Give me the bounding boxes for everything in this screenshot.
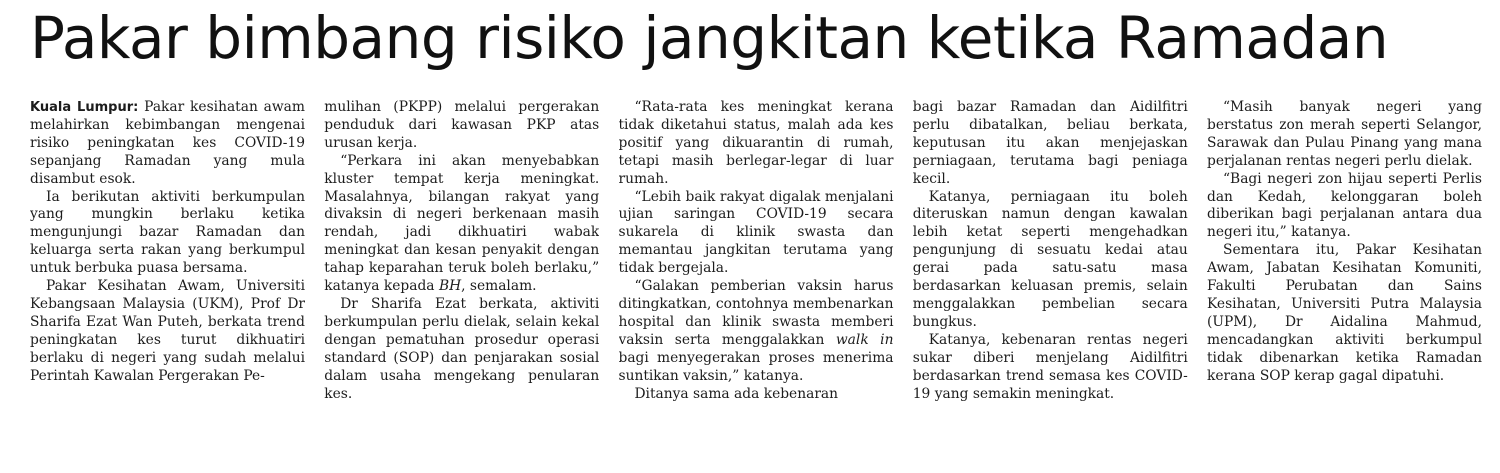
article-paragraph: “Lebih baik rakyat digalak menjalani ujian saringan COVID-19 secara sukarela di klinik swasta dan memantau jangkitan terutama yang tidak bergejala. [618, 188, 894, 277]
article-paragraph: Dr Sharifa Ezat berkata, aktiviti berkumpulan perlu dielak, selain kekal dengan pematuhan prosedur operasi standard (SOP) dan penjarakan sosial dalam usaha mengekang penularan kes. [324, 295, 600, 402]
dateline: Kuala Lumpur: [30, 100, 139, 115]
article-paragraph: mulihan (PKPP) melalui pergerakan penduduk dari kawasan PKP atas urusan kerja. [324, 99, 600, 151]
article-paragraph: Katanya, perniagaan itu boleh diteruskan namun dengan kawalan lebih ketat seperti mengehadkan pengunjung di sesuatu kedai atau gerai pada satu-satu masa berdasarkan keluasan premis, selain menggalakkan pembelian secara bungkus. [912, 188, 1188, 330]
paragraph-text: “Galakan pemberian vaksin harus ditingkatkan, contohnya membenarkan hospital dan klinik swasta memberi vaksin serta menggalakkan [618, 278, 894, 348]
article-paragraph: Ditanya sama ada kebenaran [634, 385, 839, 402]
paragraph-text: “Perkara ini akan menyebabkan kluster tempat kerja meningkat. Masalahnya, bilangan rakyat yang divaksin di negeri berkenaan masih rendah, jadi dikhuatiri wabak meningkat dan kesan penyakit dengan tahap keparahan teruk boleh berlaku,” katanya kepada [324, 152, 600, 295]
paragraph-text: Pakar kesihatan awam melahirkan kebimbangan mengenai risiko peningkatan kes COVID-19 sepanjang Ramadan yang mula disambut esok. [30, 99, 305, 187]
article-paragraph: Katanya, kebenaran rentas negeri sukar diberi menjelang Aidilfitri berdasarkan trend semasa kes COVID-19 yang semakin meningkat. [912, 331, 1188, 402]
article-column-4 [913, 99, 1188, 471]
article-paragraph: “Rata-rata kes meningkat kerana tidak diketahui status, malah ada kes positif yang dikuarantin di rumah, tetapi masih berlegar-legar di luar rumah. [618, 99, 894, 187]
article-paragraph: “Bagi negeri zon hijau seperti Perlis dan Kedah, kelonggaran boleh diberikan bagi perjalanan antara dua negeri itu,” katanya. [1207, 170, 1482, 241]
paragraph-text: bagi menyegerakan proses menerima suntikan vaksin,” katanya. [618, 349, 894, 384]
article-paragraph [30, 99, 305, 189]
article-column-1 [30, 99, 305, 471]
paragraph-text: , semalam. [461, 278, 537, 295]
publication-name: BH [438, 278, 462, 295]
article-paragraph: bagi bazar Ramadan dan Aidilfitri perlu dibatalkan, beliau berkata, keputusan itu akan menjejaskan perniagaan, terutama bagi peniaga kecil. [912, 99, 1188, 187]
article-paragraph: Sementara itu, Pakar Kesihatan Awam, Jabatan Kesihatan Komuniti, Fakulti Perubatan dan Sains Kesihatan, Universiti Putra Malaysia (UPM), Dr Aidalina Mahmud, mencadangkan aktiviti berkumpul tidak dibenarkan ketika Ramadan kerana SOP kerap gagal dipatuhi. [1207, 242, 1482, 384]
article-paragraph: Ia berikutan aktiviti berkumpulan yang mungkin berlaku ketika mengunjungi bazar Ramadan dan keluarga serta rakan yang berkumpul untuk berbuka puasa bersama. [30, 188, 305, 277]
headline: Pakar bimbang risiko jangkitan ketika Ramadan [30, 4, 1389, 72]
article-paragraph: “Masih banyak negeri yang berstatus zon merah seperti Selangor, Sarawak dan Pulau Pinang yang mana perjalanan rentas negeri perlu dielak. [1207, 99, 1482, 169]
article-paragraph [324, 153, 599, 296]
article-column-2 [324, 99, 599, 471]
article-column-3 [619, 99, 894, 471]
article-column-5 [1207, 99, 1482, 471]
italic-term: walk in [835, 331, 894, 348]
article-paragraph: Pakar Kesihatan Awam, Universiti Kebangsaan Malaysia (UKM), Prof Dr Sharifa Ezat Wan Puteh, berkata trend peningkatan kes turut dikhuatiri berlaku di negeri yang sudah melalui Perintah Kawalan Pergerakan Pe- [30, 278, 305, 384]
article-body [30, 99, 1482, 471]
article-paragraph [619, 278, 894, 385]
